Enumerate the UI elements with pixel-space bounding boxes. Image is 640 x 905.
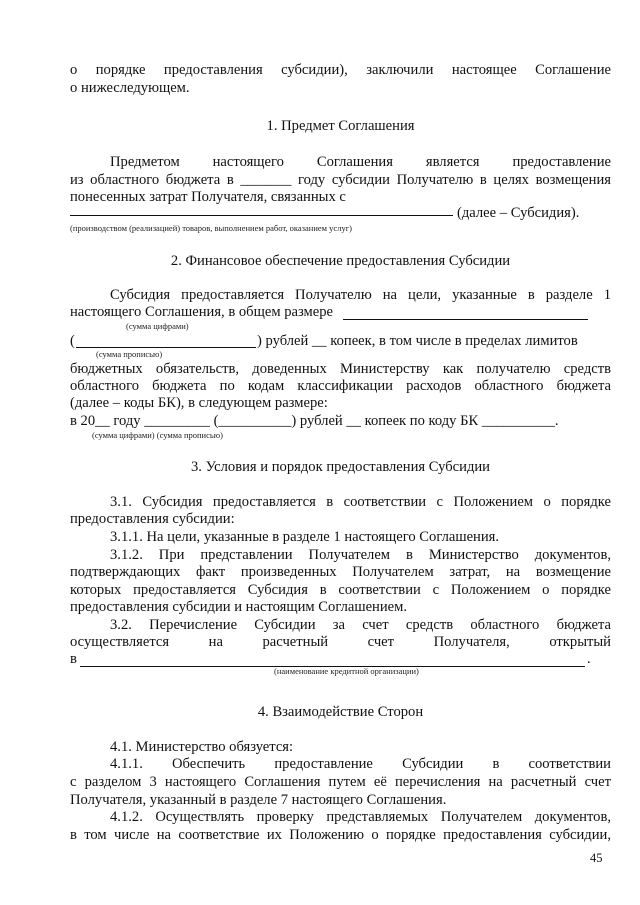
- field-caption: (сумма прописью): [96, 349, 163, 359]
- paragraph-line: (далее – коды БК), в следующем размере:: [70, 395, 328, 411]
- paragraph-line: подтверждающих факт произведенных Получателем затрат, на возмещение: [70, 564, 611, 580]
- paragraph-line: предоставления субсидии и настоящим Соглашением.: [70, 599, 408, 615]
- paragraph-line: 4.1.1. Обеспечить предоставление Субсидии в соответствии: [110, 756, 611, 772]
- paragraph-line: с разделом 3 настоящего Соглашения путем её перечисления на расчетный счет: [70, 774, 611, 790]
- paragraph-line: предоставления субсидии:: [70, 511, 235, 527]
- section-title: 4. Взаимодействие Сторон: [257, 704, 424, 720]
- blank-line: [70, 202, 453, 216]
- field-caption: (производством (реализацией) товаров, выполнением работ, оказанием услуг): [70, 223, 353, 233]
- field-caption: (наименование кредитной организации): [274, 666, 419, 676]
- blank-line: [343, 306, 588, 320]
- paragraph-line: 4.1. Министерство обязуется:: [110, 739, 294, 755]
- paragraph-line: в том числе на соответствие их Положению о порядке предоставления субсидии,: [70, 827, 611, 843]
- paragraph-line: Предметом настоящего Соглашения является предоставление: [110, 154, 611, 170]
- paragraph-line: которых предоставляется Субсидия в соответствии с Положением о порядке: [70, 582, 611, 598]
- paragraph-line: в: [70, 651, 77, 667]
- paragraph-line: бюджетных обязательств, доведенных Министерству как получателю средств: [70, 361, 611, 377]
- paragraph-line: 3.1.2. При представлении Получателем в Министерство документов,: [110, 547, 611, 563]
- blank-line: [80, 653, 585, 667]
- paragraph-line: 4.1.2. Осуществлять проверку представляемых Получателем документов,: [110, 809, 611, 825]
- paragraph-line: 3.2. Перечисление Субсидии за счет средств областного бюджета: [110, 617, 611, 633]
- paragraph-line: из областного бюджета в _______ году субсидии Получателю в целях возмещения: [70, 172, 611, 188]
- paragraph-line: настоящего Соглашения, в общем размере: [70, 304, 334, 320]
- section-title: 1. Предмет Соглашения: [266, 118, 415, 134]
- field-caption: (сумма цифрами): [126, 321, 189, 331]
- paragraph-line: Получателя, указанный в разделе 7 настоящего Соглашения.: [70, 792, 447, 808]
- intro-line: о порядке предоставления субсидии), заключили настоящее Соглашение: [70, 62, 611, 78]
- paragraph-line: областного бюджета по кодам классификации расходов областного бюджета: [70, 378, 611, 394]
- paragraph-line: 3.1. Субсидия предоставляется в соответствии с Положением о порядке: [110, 494, 611, 510]
- page-number: 45: [590, 851, 603, 865]
- paragraph-line: ) рублей __ копеек, в том числе в пределах лимитов: [257, 333, 578, 349]
- paragraph-line: (: [70, 333, 75, 349]
- paragraph-line: (далее – Субсидия).: [457, 205, 580, 221]
- paragraph-line: в 20__ году _________ (__________) рублей __ копеек по коду БК __________.: [70, 413, 559, 429]
- section-title: 3. Условия и порядок предоставления Субсидии: [191, 459, 490, 475]
- field-caption: (сумма цифрами) (сумма прописью): [92, 430, 223, 440]
- paragraph-line: осуществляется на расчетный счет Получателя, открытый: [70, 634, 611, 650]
- paragraph-line: .: [587, 651, 591, 667]
- paragraph-line: понесенных затрат Получателя, связанных с: [70, 189, 346, 205]
- blank-line: [76, 334, 256, 348]
- section-title: 2. Финансовое обеспечение предоставления Субсидии: [170, 253, 511, 269]
- paragraph-line: Субсидия предоставляется Получателю на цели, указанные в разделе 1: [110, 287, 611, 303]
- intro-line: о нижеследующем.: [70, 80, 190, 96]
- paragraph-line: 3.1.1. На цели, указанные в разделе 1 настоящего Соглашения.: [110, 529, 500, 545]
